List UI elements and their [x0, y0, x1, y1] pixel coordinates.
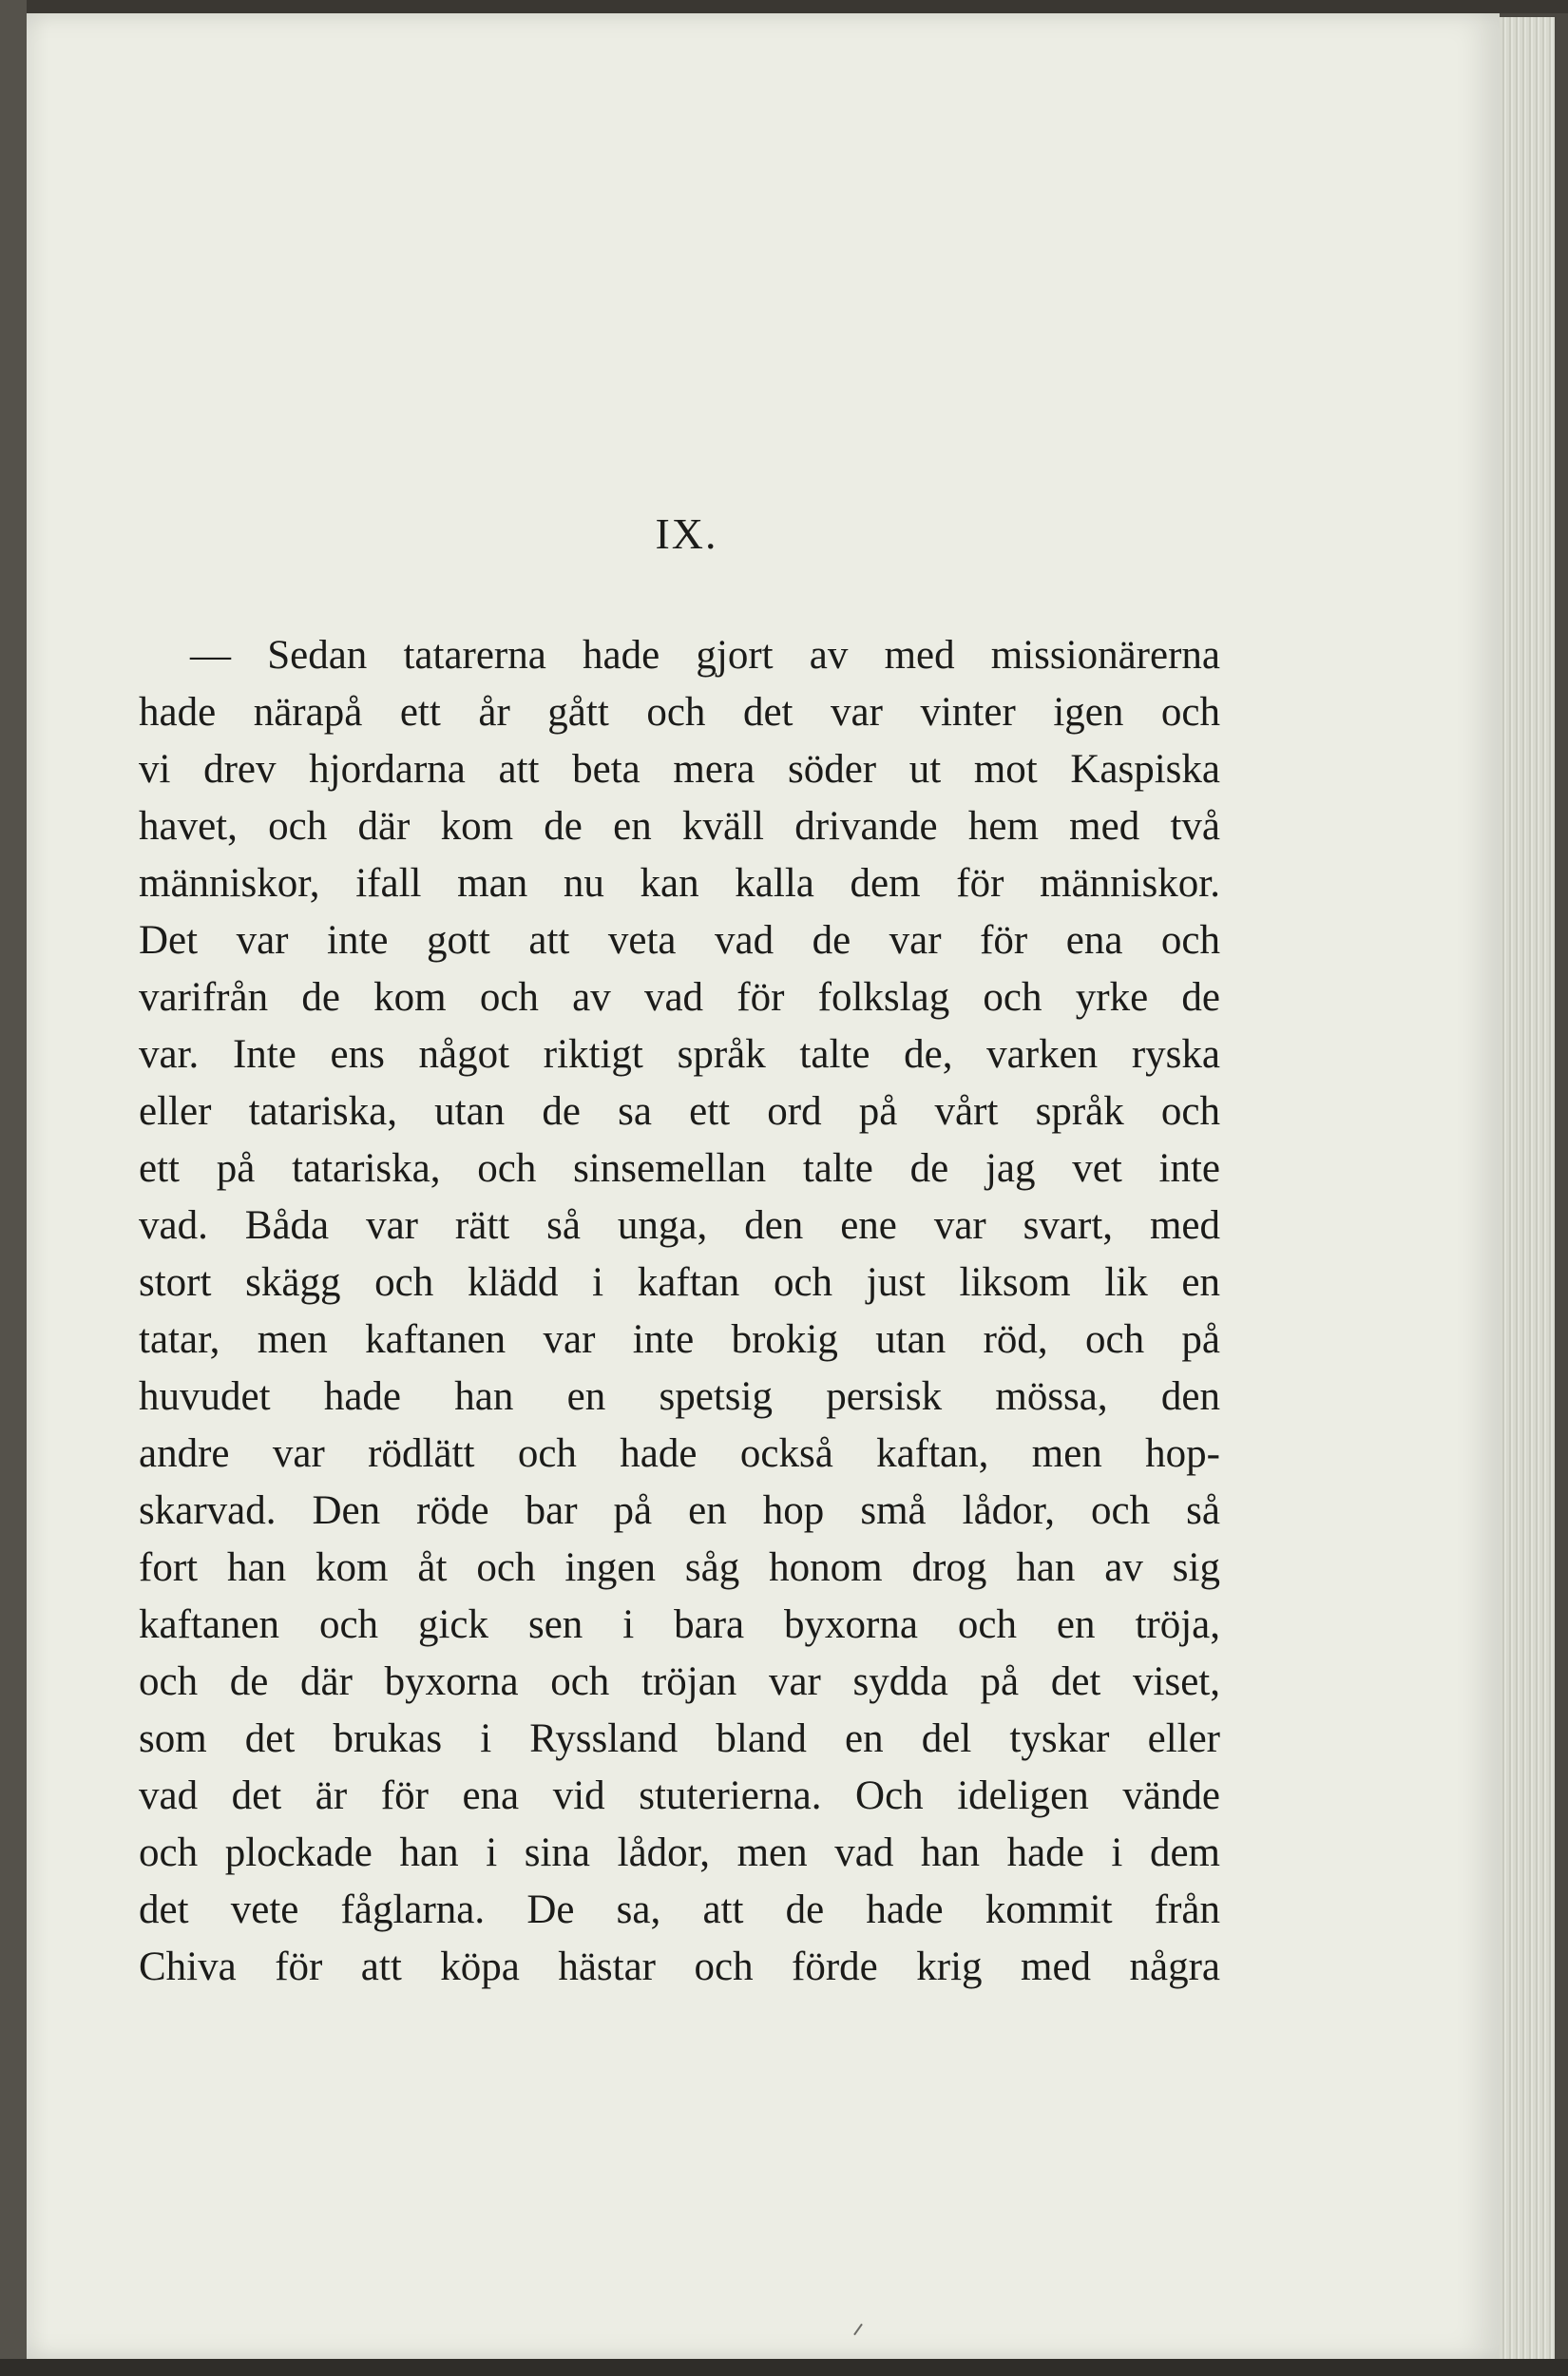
text-line: som det brukas i Ryssland bland en del tyskar eller: [139, 1716, 1220, 1761]
text-line: och plockade han i sina lådor, men vad han hade i dem: [139, 1830, 1220, 1875]
chapter-heading: IX.: [655, 509, 718, 558]
text-line: och de där byxorna och tröjan var sydda på det viset,: [139, 1659, 1220, 1704]
text-line: var. Inte ens något riktigt språk talte de, varken ryska: [139, 1032, 1220, 1077]
text-line: huvudet hade han en spetsig persisk mössa, den: [139, 1374, 1220, 1419]
text-line: Det var inte gott att veta vad de var för ena och: [139, 918, 1220, 963]
text-line: eller tatariska, utan de sa ett ord på vårt språk och: [139, 1089, 1220, 1134]
text-line: människor, ifall man nu kan kalla dem för människor.: [139, 861, 1220, 906]
text-line: vad. Båda var rätt så unga, den ene var svart, med: [139, 1203, 1220, 1248]
book-cover-left: [0, 0, 27, 2376]
text-line: andre var rödlätt och hade också kaftan, men hop-: [139, 1431, 1220, 1476]
text-line: det vete fåglarna. De sa, att de hade kommit från: [139, 1887, 1220, 1932]
text-line: hade närapå ett år gått och det var vinter igen och: [139, 690, 1220, 735]
page-stack-edge: [1500, 17, 1555, 2359]
book-cover-top: [0, 0, 1568, 13]
text-line: vad det är för ena vid stuterierna. Och ideligen vände: [139, 1773, 1220, 1818]
text-line: varifrån de kom och av vad för folkslag och yrke de: [139, 975, 1220, 1020]
body-text: [139, 627, 1220, 1996]
text-line: stort skägg och klädd i kaftan och just liksom lik en: [139, 1260, 1220, 1305]
text-line: tatar, men kaftanen var inte brokig utan röd, och på: [139, 1317, 1220, 1362]
text-line: — Sedan tatarerna hade gjort av med missionärerna: [190, 633, 1220, 678]
text-line: vi drev hjordarna att beta mera söder ut mot Kaspiska: [139, 747, 1220, 792]
text-line: skarvad. Den röde bar på en hop små lådor, och så: [139, 1488, 1220, 1533]
text-line: fort han kom åt och ingen såg honom drog han av sig: [139, 1545, 1220, 1590]
text-line: kaftanen och gick sen i bara byxorna och en tröja,: [139, 1602, 1220, 1647]
text-line: ett på tatariska, och sinsemellan talte de jag vet inte: [139, 1146, 1220, 1191]
text-line: Chiva för att köpa hästar och förde krig med några: [139, 1945, 1220, 1989]
book-cover-bottom: [0, 2359, 1568, 2376]
text-line: havet, och där kom de en kväll drivande hem med två: [139, 804, 1220, 849]
